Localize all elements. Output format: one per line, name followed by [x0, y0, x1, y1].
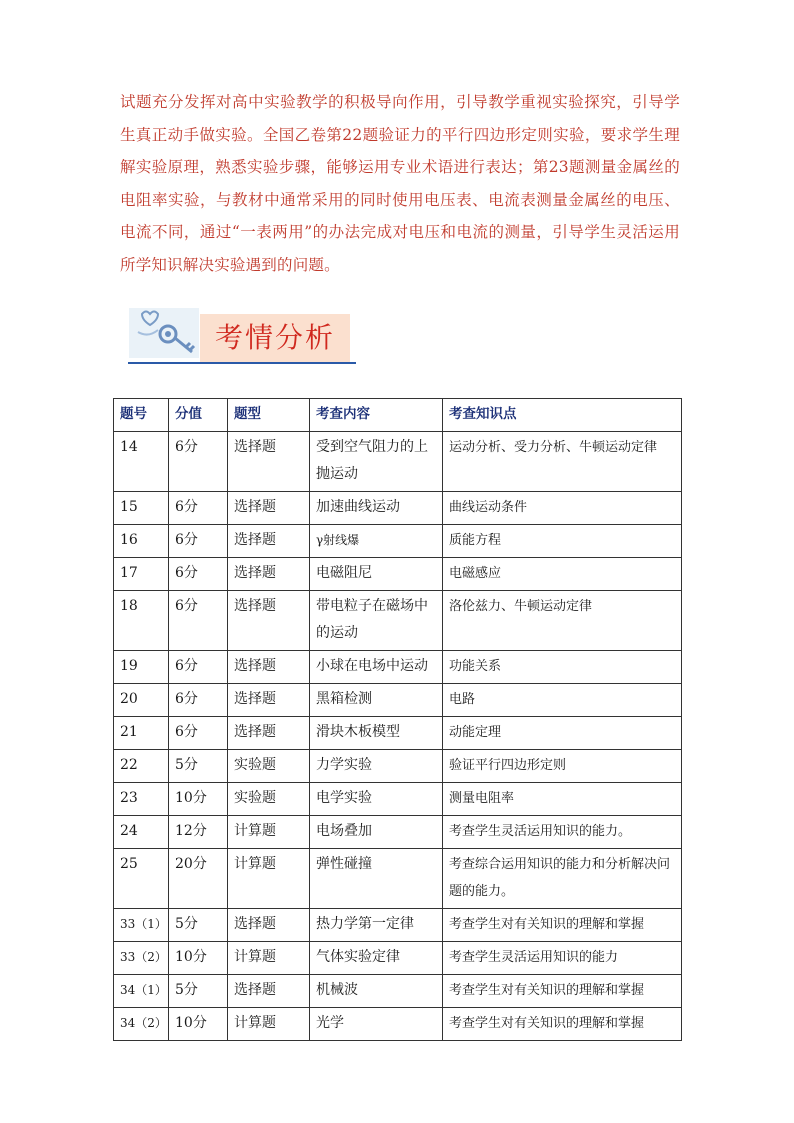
cell-knowledge-point: 考查综合运用知识的能力和分析解决问题的能力。 — [443, 849, 682, 909]
table-row — [114, 558, 682, 591]
cell-content: γ射线爆 — [310, 525, 443, 558]
cell-question-type: 选择题 — [228, 684, 310, 717]
cell-score: 6分 — [169, 432, 228, 492]
cell-content: 电磁阻尼 — [310, 558, 443, 591]
header-knowledge-point: 考查知识点 — [443, 399, 682, 432]
cell-knowledge-point: 考查学生对有关知识的理解和掌握 — [443, 909, 682, 942]
table-row — [114, 750, 682, 783]
cell-score: 6分 — [169, 717, 228, 750]
cell-content: 带电粒子在磁场中的运动 — [310, 591, 443, 651]
exam-analysis-table — [113, 398, 682, 1041]
cell-knowledge-point: 考查学生灵活运用知识的能力 — [443, 942, 682, 975]
cell-score: 5分 — [169, 975, 228, 1008]
cell-knowledge-point: 功能关系 — [443, 651, 682, 684]
cell-question-no: 16 — [114, 525, 169, 558]
cell-question-type: 实验题 — [228, 783, 310, 816]
table-row — [114, 783, 682, 816]
cell-content: 热力学第一定律 — [310, 909, 443, 942]
cell-score: 6分 — [169, 525, 228, 558]
cell-question-no: 22 — [114, 750, 169, 783]
cell-knowledge-point: 运动分析、受力分析、牛顿运动定律 — [443, 432, 682, 492]
cell-knowledge-point: 验证平行四边形定则 — [443, 750, 682, 783]
cell-question-type: 实验题 — [228, 750, 310, 783]
cell-content: 电学实验 — [310, 783, 443, 816]
cell-score: 10分 — [169, 783, 228, 816]
cell-content: 小球在电场中运动 — [310, 651, 443, 684]
cell-question-type: 选择题 — [228, 651, 310, 684]
cell-question-no: 17 — [114, 558, 169, 591]
cell-knowledge-point: 曲线运动条件 — [443, 492, 682, 525]
cell-question-no: 15 — [114, 492, 169, 525]
cell-question-no: 14 — [114, 432, 169, 492]
cell-content: 气体实验定律 — [310, 942, 443, 975]
cell-knowledge-point: 动能定理 — [443, 717, 682, 750]
cell-question-type: 选择题 — [228, 909, 310, 942]
cell-knowledge-point: 考查学生灵活运用知识的能力。 — [443, 816, 682, 849]
banner-underline — [128, 362, 356, 364]
header-score: 分值 — [169, 399, 228, 432]
cell-content: 光学 — [310, 1008, 443, 1041]
cell-question-type: 计算题 — [228, 816, 310, 849]
table-row — [114, 975, 682, 1008]
cell-knowledge-point: 电磁感应 — [443, 558, 682, 591]
intro-paragraph: 试题充分发挥对高中实验教学的积极导向作用，引导教学重视实验探究，引导学生真正动手做实验。全国乙卷第22题验证力的平行四边形定则实验，要求学生理解实验原理，熟悉实验步骤，能够运用专业术语进行表达；第23题测量金属丝的电阻率实验，与教材中通常采用的同时使用电压表、电流表测量金属丝的电压、电流不同，通过“一表两用”的办法完成对电压和电流的测量，引导学生灵活运用所学知识解决实验遇到的问题。 — [120, 93, 680, 274]
cell-question-no: 19 — [114, 651, 169, 684]
cell-question-type: 选择题 — [228, 432, 310, 492]
cell-content: 黑箱检测 — [310, 684, 443, 717]
table-row — [114, 816, 682, 849]
cell-question-no: 24 — [114, 816, 169, 849]
cell-question-type: 选择题 — [228, 975, 310, 1008]
cell-question-type: 选择题 — [228, 525, 310, 558]
cell-content: 滑块木板模型 — [310, 717, 443, 750]
cell-question-no: 23 — [114, 783, 169, 816]
cell-knowledge-point: 测量电阻率 — [443, 783, 682, 816]
cell-knowledge-point: 电路 — [443, 684, 682, 717]
header-question-type: 题型 — [228, 399, 310, 432]
cell-score: 20分 — [169, 849, 228, 909]
cell-content: 加速曲线运动 — [310, 492, 443, 525]
cell-content: 受到空气阻力的上抛运动 — [310, 432, 443, 492]
table-row — [114, 849, 682, 909]
cell-question-type: 计算题 — [228, 1008, 310, 1041]
cell-knowledge-point: 考查学生对有关知识的理解和掌握 — [443, 975, 682, 1008]
cell-content: 力学实验 — [310, 750, 443, 783]
cell-knowledge-point: 质能方程 — [443, 525, 682, 558]
cell-content: 机械波 — [310, 975, 443, 1008]
cell-question-type: 选择题 — [228, 492, 310, 525]
cell-question-type: 选择题 — [228, 717, 310, 750]
cell-score: 10分 — [169, 1008, 228, 1041]
table-row — [114, 1008, 682, 1041]
cell-question-type: 选择题 — [228, 591, 310, 651]
cell-question-no: 20 — [114, 684, 169, 717]
cell-score: 5分 — [169, 750, 228, 783]
cell-question-no: 34（1） — [114, 975, 169, 1008]
cell-question-no: 21 — [114, 717, 169, 750]
cell-question-type: 选择题 — [228, 558, 310, 591]
table-row — [114, 942, 682, 975]
cell-score: 6分 — [169, 492, 228, 525]
banner-title: 考情分析 — [200, 314, 350, 362]
cell-question-no: 33（2） — [114, 942, 169, 975]
cell-score: 6分 — [169, 591, 228, 651]
table-row — [114, 651, 682, 684]
table-header-row — [114, 399, 682, 432]
table-row — [114, 492, 682, 525]
cell-question-no: 25 — [114, 849, 169, 909]
cell-score: 6分 — [169, 651, 228, 684]
table-row — [114, 909, 682, 942]
table-row — [114, 525, 682, 558]
table-row — [114, 684, 682, 717]
header-question-no: 题号 — [114, 399, 169, 432]
section-banner — [128, 304, 356, 366]
cell-score: 6分 — [169, 684, 228, 717]
cell-question-type: 计算题 — [228, 942, 310, 975]
cell-knowledge-point: 洛伦兹力、牛顿运动定律 — [443, 591, 682, 651]
key-heart-icon — [128, 304, 200, 362]
cell-score: 6分 — [169, 558, 228, 591]
cell-question-no: 33（1） — [114, 909, 169, 942]
header-content: 考查内容 — [310, 399, 443, 432]
table-row — [114, 591, 682, 651]
cell-score: 12分 — [169, 816, 228, 849]
cell-question-type: 计算题 — [228, 849, 310, 909]
cell-score: 10分 — [169, 942, 228, 975]
cell-question-no: 34（2） — [114, 1008, 169, 1041]
cell-content: 电场叠加 — [310, 816, 443, 849]
table-row — [114, 717, 682, 750]
cell-content: 弹性碰撞 — [310, 849, 443, 909]
cell-score: 5分 — [169, 909, 228, 942]
cell-question-no: 18 — [114, 591, 169, 651]
cell-knowledge-point: 考查学生对有关知识的理解和掌握 — [443, 1008, 682, 1041]
table-row — [114, 432, 682, 492]
